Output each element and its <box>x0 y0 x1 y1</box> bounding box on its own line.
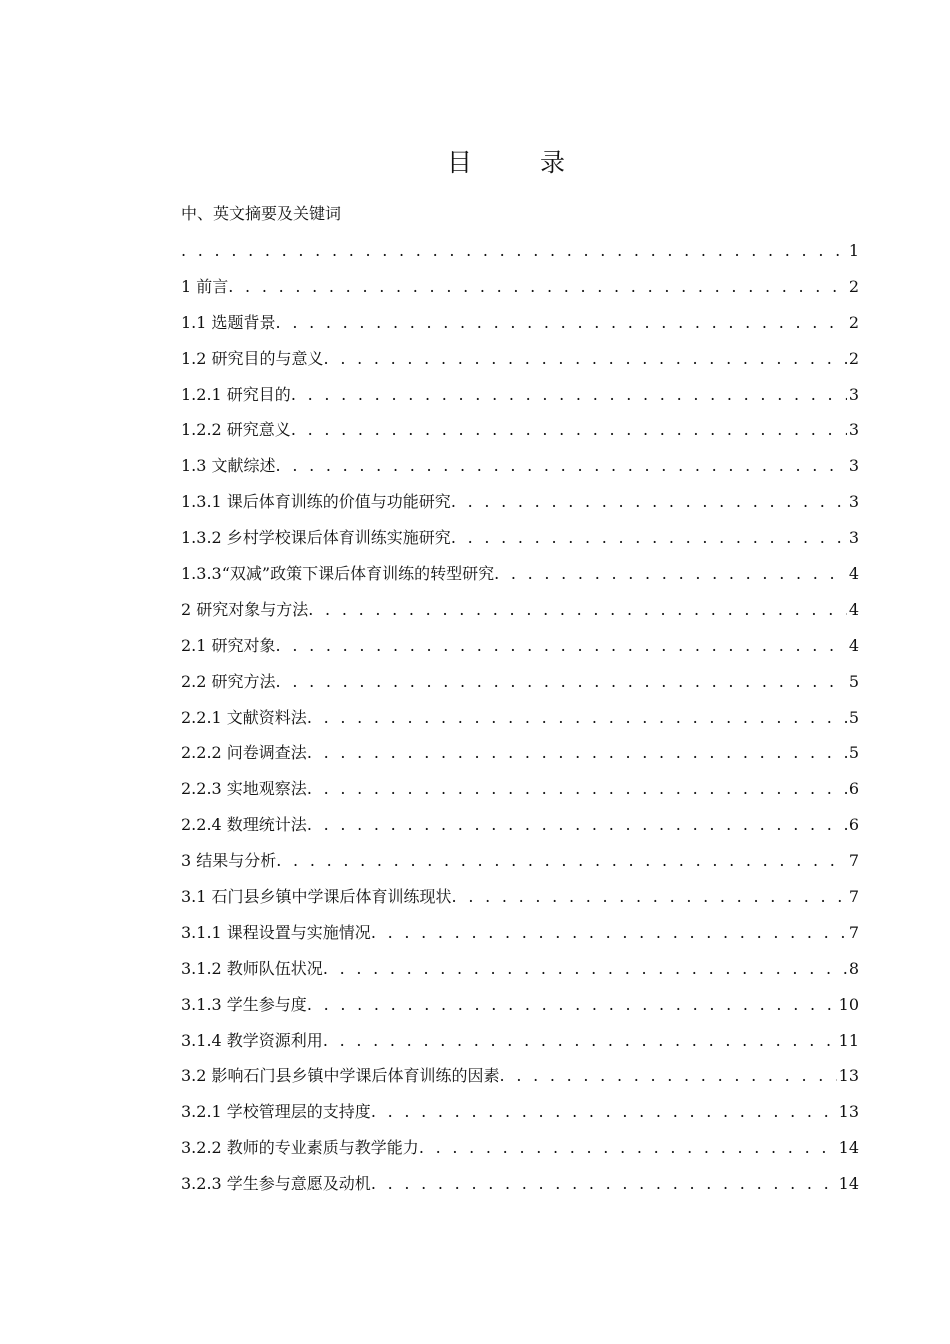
toc-entry[interactable] <box>181 525 859 561</box>
toc-page-number: 10 <box>838 994 859 1014</box>
toc-entry[interactable] <box>181 992 859 1028</box>
toc-entry[interactable] <box>181 597 859 633</box>
toc-list <box>181 238 859 1207</box>
toc-entry[interactable] <box>181 1099 859 1135</box>
toc-entry-abstract[interactable] <box>181 238 859 274</box>
toc-page-number: 7 <box>848 887 859 907</box>
toc-entry-label: 3.2 影响石门县乡镇中学课后体育训练的因素 <box>181 1066 500 1086</box>
dot-leader <box>494 561 847 587</box>
dot-leader <box>307 992 837 1018</box>
toc-entry-label: 1.1 选题背景 <box>181 312 276 332</box>
dot-leader <box>371 1171 837 1197</box>
toc-entry-label: 3.1.1 课程设置与实施情况 <box>181 922 371 942</box>
toc-page-number: 6 <box>848 815 859 835</box>
toc-entry[interactable] <box>181 920 859 956</box>
toc-page-number: 13 <box>838 1102 859 1122</box>
toc-page-number: 7 <box>848 851 859 871</box>
toc-entry[interactable] <box>181 417 859 453</box>
toc-entry[interactable] <box>181 1063 859 1099</box>
toc-entry[interactable] <box>181 453 859 489</box>
toc-entry[interactable] <box>181 382 859 418</box>
dot-leader <box>451 525 847 551</box>
dot-leader <box>181 238 847 264</box>
toc-page-number: 1 <box>848 241 859 260</box>
toc-page-number: 3 <box>848 456 859 476</box>
toc-page-number: 4 <box>848 635 859 655</box>
dot-leader <box>276 848 847 874</box>
toc-entry[interactable] <box>181 1028 859 1064</box>
dot-leader <box>307 776 847 802</box>
abstract-heading: 中、英文摘要及关键词 <box>181 204 342 223</box>
dot-leader <box>323 1028 837 1054</box>
toc-entry-label: 1.2.1 研究目的 <box>181 384 291 404</box>
toc-page-number: 8 <box>848 958 859 978</box>
toc-entry-label: 2.2.1 文献资料法 <box>181 707 307 727</box>
toc-page-number: 5 <box>848 671 859 691</box>
dot-leader <box>307 812 847 838</box>
toc-page-number: 13 <box>838 1066 859 1086</box>
dot-leader <box>324 346 847 372</box>
dot-leader <box>276 310 847 336</box>
toc-entry[interactable] <box>181 346 859 382</box>
toc-entry[interactable] <box>181 633 859 669</box>
toc-page-number: 4 <box>848 564 859 584</box>
dot-leader <box>371 1099 837 1125</box>
toc-page-number: 3 <box>848 420 859 440</box>
toc-page-number: 2 <box>848 312 859 332</box>
toc-entry[interactable] <box>181 956 859 992</box>
toc-entry-label: 3.1.3 学生参与度 <box>181 994 307 1014</box>
toc-page-number: 14 <box>838 1138 859 1158</box>
toc-entry-label: 2.2.4 数理统计法 <box>181 815 307 835</box>
toc-entry[interactable] <box>181 561 859 597</box>
toc-entry[interactable] <box>181 848 859 884</box>
toc-page-number: 7 <box>848 922 859 942</box>
dot-leader <box>323 956 847 982</box>
toc-entry-label: 1.3 文献综述 <box>181 456 276 476</box>
dot-leader <box>276 633 847 659</box>
toc-entry-label: 3.2.3 学生参与意愿及动机 <box>181 1174 371 1194</box>
toc-entry[interactable] <box>181 740 859 776</box>
toc-entry[interactable] <box>181 812 859 848</box>
toc-entry[interactable] <box>181 669 859 705</box>
toc-entry[interactable] <box>181 310 859 346</box>
toc-page-number: 5 <box>848 743 859 763</box>
toc-entry-label: 2.2.3 实地观察法 <box>181 779 307 799</box>
toc-entry[interactable] <box>181 776 859 812</box>
dot-leader <box>308 597 847 623</box>
toc-entry-label: 2.2 研究方法 <box>181 671 276 691</box>
toc-entry-label: 1 前言 <box>181 276 229 296</box>
toc-page-number: 3 <box>848 492 859 512</box>
toc-title: 目 录 <box>447 148 595 177</box>
toc-entry[interactable] <box>181 705 859 741</box>
toc-entry-label: 3 结果与分析 <box>181 851 277 871</box>
toc-entry-label: 3.1 石门县乡镇中学课后体育训练现状 <box>181 887 452 907</box>
toc-entry[interactable] <box>181 1171 859 1207</box>
dot-leader <box>228 274 847 300</box>
dot-leader <box>276 453 847 479</box>
dot-leader <box>276 669 847 695</box>
dot-leader <box>307 705 847 731</box>
toc-entry[interactable] <box>181 489 859 525</box>
toc-page-number: 6 <box>848 779 859 799</box>
toc-entry-label: 3.2.1 学校管理层的支持度 <box>181 1102 371 1122</box>
dot-leader <box>451 489 847 515</box>
toc-entry[interactable] <box>181 274 859 310</box>
toc-entry-label: 1.2.2 研究意义 <box>181 420 291 440</box>
toc-entry-label: 2 研究对象与方法 <box>181 599 309 619</box>
toc-entry-label: 1.3.3“双减”政策下课后体育训练的转型研究 <box>181 564 495 584</box>
toc-entry-label: 2.1 研究对象 <box>181 635 276 655</box>
dot-leader <box>419 1135 837 1161</box>
dot-leader <box>291 417 847 443</box>
dot-leader <box>307 740 847 766</box>
toc-page-number: 14 <box>838 1174 859 1194</box>
toc-page-number: 2 <box>848 348 859 368</box>
toc-entry-label: 3.1.4 教学资源利用 <box>181 1030 323 1050</box>
toc-entry-label: 3.1.2 教师队伍状况 <box>181 958 323 978</box>
dot-leader <box>371 920 847 946</box>
toc-entry-label: 2.2.2 问卷调查法 <box>181 743 307 763</box>
toc-entry-label: 1.3.2 乡村学校课后体育训练实施研究 <box>181 528 451 548</box>
toc-page-number: 5 <box>848 707 859 727</box>
toc-page-number: 3 <box>848 528 859 548</box>
dot-leader <box>452 884 847 910</box>
dot-leader <box>291 382 847 408</box>
toc-page-number: 11 <box>838 1030 859 1050</box>
toc-page-number: 3 <box>848 384 859 404</box>
toc-entry[interactable] <box>181 884 859 920</box>
toc-page-number: 4 <box>848 599 859 619</box>
toc-entry-label: 1.3.1 课后体育训练的价值与功能研究 <box>181 492 451 512</box>
toc-entry-label: 3.2.2 教师的专业素质与教学能力 <box>181 1138 419 1158</box>
toc-entry[interactable] <box>181 1135 859 1171</box>
toc-entry-label: 1.2 研究目的与意义 <box>181 348 324 368</box>
dot-leader <box>500 1063 837 1089</box>
toc-page-number: 2 <box>848 276 859 296</box>
